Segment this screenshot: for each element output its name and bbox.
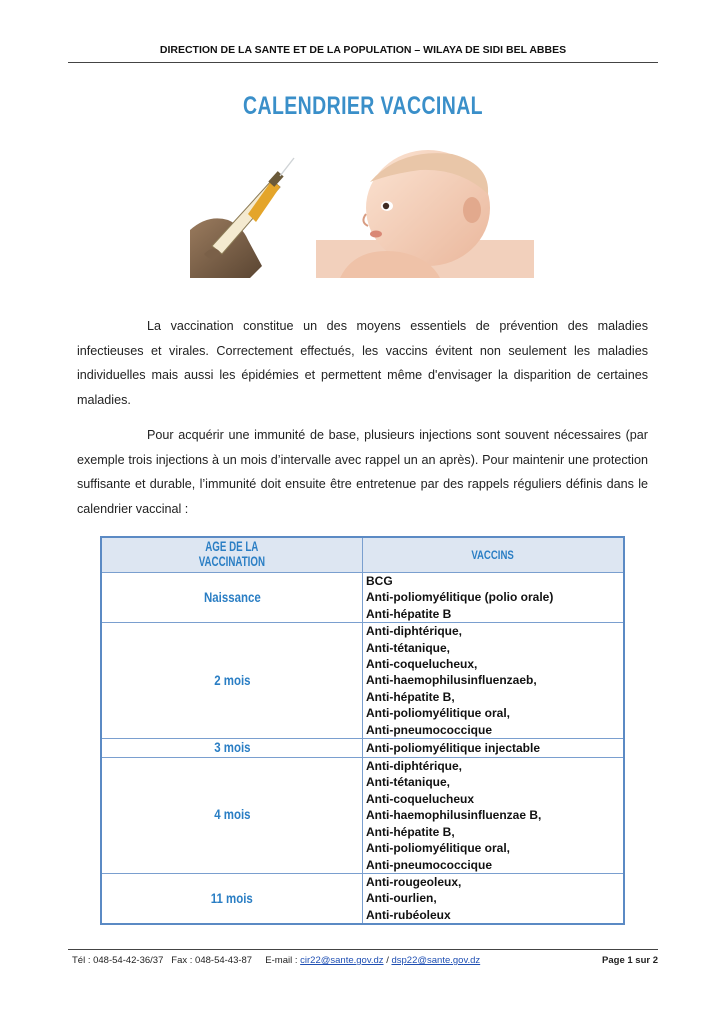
vaccine-item: Anti-hépatite B [366, 606, 452, 621]
table-header-row [101, 537, 624, 573]
footer-divider [68, 949, 658, 950]
immunity-paragraph: Pour acquérir une immunité de base, plusieurs injections sont souvent nécessaires (par exemple trois injections à un mois d’intervalle avec rappel un an après). Pour maintenir une protection suffisante et durable, l’immunité doit ensuite être entretenue par des rappels réguliers définis dans le calendrier vaccinal : [77, 428, 648, 516]
age-header-line2: VACCINATION [198, 554, 266, 569]
table-row [101, 758, 624, 874]
vaccines-cell [363, 873, 625, 924]
footer-fax: Fax : 048-54-43-87 [171, 955, 253, 966]
age-cell: 4 mois [101, 758, 363, 874]
email-link-cir22[interactable]: cir22@sante.gov.dz [300, 955, 384, 966]
age-column-header [101, 537, 363, 573]
table-row [101, 873, 624, 924]
vaccine-item: Anti-coquelucheux, [366, 657, 478, 672]
footer-contact [72, 955, 480, 966]
vaccine-item: Anti-haemophilusinfluenzaeb, [366, 673, 537, 688]
vaccins-column-header [363, 537, 625, 573]
vaccines-cell [363, 623, 625, 739]
baby-image [316, 150, 534, 278]
vaccine-item: Anti-haemophilusinfluenzae B, [366, 808, 542, 823]
footer-tel: Tél : 048-54-42-36/37 [72, 955, 164, 966]
vaccine-item: Anti-ourlien, [366, 891, 437, 906]
footer-email-label: E-mail : [265, 955, 298, 966]
vaccins-header-label: VACCINS [471, 548, 515, 562]
vaccine-item: Anti-diphtérique, [366, 624, 462, 639]
age-header-line1: AGE DE LA [205, 539, 259, 554]
vaccine-item: Anti-tétanique, [366, 775, 450, 790]
age-cell: Naissance [101, 573, 363, 623]
vaccine-item: Anti-pneumococcique [366, 722, 493, 737]
intro-paragraph: La vaccination constitue un des moyens essentiels de prévention des maladies infectieuses et virales. Correctement effectués, les vaccins évitent non seulement les maladies individuelles mais aussi les épidémies et permettent même d'envisager la disparition de certaines maladies. [77, 319, 648, 407]
age-cell: 3 mois [101, 739, 363, 758]
page-header: DIRECTION DE LA SANTE ET DE LA POPULATION – WILAYA DE SIDI BEL ABBES [159, 44, 567, 56]
vaccine-item: Anti-rougeoleux, [366, 874, 462, 889]
table-row [101, 573, 624, 623]
vaccine-item: Anti-poliomyélitique injectable [366, 740, 541, 755]
vaccine-item: Anti-hépatite B, [366, 824, 455, 839]
email-link-dsp22[interactable]: dsp22@sante.gov.dz [391, 955, 481, 966]
vaccines-cell [363, 739, 625, 758]
vaccine-item: Anti-poliomyélitique (polio orale) [366, 590, 554, 605]
age-cell: 11 mois [101, 873, 363, 924]
footer-email-separator: / [386, 955, 389, 966]
vaccine-item: Anti-coquelucheux [366, 791, 475, 806]
vaccine-item: Anti-tétanique, [366, 640, 450, 655]
vaccine-item: Anti-poliomyélitique oral, [366, 841, 511, 856]
vaccine-item: Anti-poliomyélitique oral, [366, 706, 511, 721]
table-row [101, 739, 624, 758]
vaccine-item: Anti-rubéoleux [366, 907, 451, 922]
header-divider [68, 62, 658, 63]
vaccines-cell [363, 758, 625, 874]
vaccination-schedule-table [100, 536, 625, 925]
table-row [101, 623, 624, 739]
vaccine-item: Anti-pneumococcique [366, 857, 493, 872]
vaccines-cell [363, 573, 625, 623]
syringe-icon [190, 158, 294, 278]
age-cell: 2 mois [101, 623, 363, 739]
vaccine-item: Anti-hépatite B, [366, 689, 455, 704]
document-title: CALENDRIER VACCINAL [243, 92, 483, 120]
vaccine-item: BCG [366, 574, 393, 588]
vaccine-item: Anti-diphtérique, [366, 759, 462, 774]
page-number: Page 1 sur 2 [602, 955, 658, 966]
vaccination-illustration [190, 148, 534, 278]
